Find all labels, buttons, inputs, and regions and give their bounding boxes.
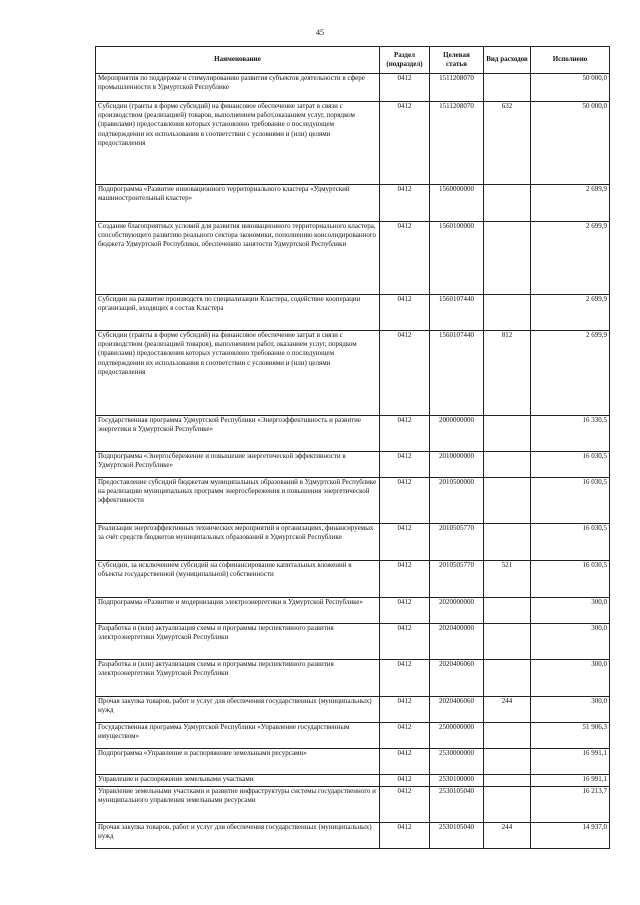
row-section: 0412 [380, 102, 430, 185]
row-type [484, 185, 531, 222]
row-amount: 2 699,9 [531, 295, 610, 331]
row-type [484, 295, 531, 331]
row-name: Прочая закупка товаров, работ и услуг для обеспечения государственных (муниципальных) нужд [96, 697, 380, 723]
row-name: Субсидии, за исключением субсидий на софинансирование капитальных вложений в объекты государственной (муниципальной) собственности [96, 561, 380, 598]
row-amount: 16 030,5 [531, 524, 610, 561]
row-type [484, 624, 531, 660]
table-body [96, 74, 610, 849]
table-row [96, 185, 610, 222]
row-section: 0412 [380, 787, 430, 823]
row-name: Разработка и (или) актуализация схемы и программы перспективного развития электроэнергетики Удмуртской Республики [96, 660, 380, 697]
row-target: 2020000000 [430, 598, 484, 624]
row-section: 0412 [380, 723, 430, 749]
row-amount: 16 030,5 [531, 561, 610, 598]
row-section: 0412 [380, 185, 430, 222]
row-name: Субсидии на развитие производств по специализации Кластера, содействие кооперации организаций, входящих в состав Кластера [96, 295, 380, 331]
row-target: 2010000000 [430, 452, 484, 478]
row-type: 244 [484, 823, 531, 849]
row-name: Прочая закупка товаров, работ и услуг для обеспечения государственных (муниципальных) нужд [96, 823, 380, 849]
row-target: 1560000000 [430, 185, 484, 222]
row-target: 2530000000 [430, 749, 484, 775]
row-section: 0412 [380, 524, 430, 561]
row-type [484, 660, 531, 697]
row-section: 0412 [380, 624, 430, 660]
table-row [96, 775, 610, 787]
header-type: Вид расходов [484, 47, 531, 74]
page-number: 45 [316, 28, 324, 37]
row-amount: 14 937,0 [531, 823, 610, 849]
row-amount: 16 213,7 [531, 787, 610, 823]
row-name: Субсидии (гранты в форме субсидий) на финансовое обеспечение затрат в связи с производством (реализацией) товаров, выполнением работ,оказанием услуг, порядком (правилами) предоставления которых установлено требование о последующем подтверждении их использования в соответствии с условиями и (или) целями предоставления [96, 102, 380, 185]
row-section: 0412 [380, 561, 430, 598]
row-type [484, 775, 531, 787]
row-section: 0412 [380, 74, 430, 102]
row-name: Мероприятия по поддержке и стимулированию развития субъектов деятельности в сфере промышленности в Удмуртской Республике [96, 74, 380, 102]
row-name: Подпрограмма «Энергосбережение и повышение энергетической эффективности в Удмуртской Республике» [96, 452, 380, 478]
row-name: Подпрограмма «Управление и распоряжение земельными ресурсами» [96, 749, 380, 775]
row-type [484, 598, 531, 624]
row-section: 0412 [380, 598, 430, 624]
table-row [96, 660, 610, 697]
row-section: 0412 [380, 478, 430, 524]
row-type [484, 787, 531, 823]
row-target: 2530105040 [430, 823, 484, 849]
row-section: 0412 [380, 295, 430, 331]
row-type [484, 74, 531, 102]
table-row [96, 478, 610, 524]
row-amount: 2 699,9 [531, 222, 610, 295]
row-name: Разработка и (или) актуализация схемы и программы перспективного развития электроэнергетики Удмуртской Республики [96, 624, 380, 660]
row-target: 1560100000 [430, 222, 484, 295]
row-amount: 300,0 [531, 660, 610, 697]
table-row [96, 624, 610, 660]
row-amount: 50 000,0 [531, 74, 610, 102]
row-name: Управление земельными участками и развитие инфраструктуры системы государственного и муниципального управления земельными ресурсами [96, 787, 380, 823]
table-row [96, 524, 610, 561]
row-amount: 300,0 [531, 624, 610, 660]
row-target: 2530100000 [430, 775, 484, 787]
table-row [96, 749, 610, 775]
row-section: 0412 [380, 452, 430, 478]
row-target: 2020400000 [430, 624, 484, 660]
row-name: Подпрограмма «Развитие инновационного территориального кластера «Удмуртский машиностроительный кластер» [96, 185, 380, 222]
table-row [96, 723, 610, 749]
row-amount: 16 030,5 [531, 452, 610, 478]
row-target: 2010505770 [430, 524, 484, 561]
row-target: 1511208070 [430, 102, 484, 185]
row-type: 812 [484, 331, 531, 416]
row-name: Государственная программа Удмуртской Республики «Управление государственным имуществом» [96, 723, 380, 749]
row-type [484, 524, 531, 561]
row-type: 632 [484, 102, 531, 185]
row-type [484, 222, 531, 295]
row-target: 2500000000 [430, 723, 484, 749]
table-row [96, 331, 610, 416]
header-name: Наименование [96, 47, 380, 74]
table-row [96, 222, 610, 295]
row-target: 2530105040 [430, 787, 484, 823]
table-row [96, 697, 610, 723]
row-amount: 16 991,1 [531, 749, 610, 775]
row-type [484, 452, 531, 478]
row-amount: 300,0 [531, 697, 610, 723]
row-type: 521 [484, 561, 531, 598]
row-type [484, 749, 531, 775]
row-type [484, 723, 531, 749]
row-target: 1560107440 [430, 331, 484, 416]
row-type [484, 478, 531, 524]
row-section: 0412 [380, 775, 430, 787]
row-target: 2000000000 [430, 416, 484, 452]
row-section: 0412 [380, 416, 430, 452]
row-target: 2010505770 [430, 561, 484, 598]
budget-table [95, 46, 610, 849]
row-name: Управление и распоряжение земельными участками [96, 775, 380, 787]
row-section: 0412 [380, 660, 430, 697]
row-section: 0412 [380, 749, 430, 775]
row-amount: 50 000,0 [531, 102, 610, 185]
row-section: 0412 [380, 222, 430, 295]
row-target: 1560107440 [430, 295, 484, 331]
header-target: Целевая статья [430, 47, 484, 74]
row-amount: 2 699,9 [531, 185, 610, 222]
row-amount: 16 991,1 [531, 775, 610, 787]
row-type [484, 416, 531, 452]
row-name: Субсидии (гранты в форме субсидий) на финансовое обеспечение затрат в связи с производством (реализацией товаров), выполнением работ, оказанием услуг, порядком (правилами) предоставления которых установлено требование о последующем подтверждении их использования в соответствии с условиями и (или) целями предоставления [96, 331, 380, 416]
row-amount: 300,0 [531, 598, 610, 624]
row-target: 2020406060 [430, 660, 484, 697]
row-name: Предоставление субсидий бюджетам муниципальных образований в Удмуртской Республике на реализацию муниципальных программ энергосбережения и повышения энергетической эффективности [96, 478, 380, 524]
table-row [96, 102, 610, 185]
row-target: 1511208070 [430, 74, 484, 102]
table-row [96, 598, 610, 624]
table-row [96, 74, 610, 102]
row-amount: 16 030,5 [531, 478, 610, 524]
table-row [96, 295, 610, 331]
header-amount: Исполнено [531, 47, 610, 74]
row-target: 2020406060 [430, 697, 484, 723]
row-amount: 16 330,5 [531, 416, 610, 452]
table-row [96, 561, 610, 598]
row-name: Реализация энергоэффективных технических мероприятий в организациях, финансируемых за счёт средств бюджетов муниципальных образований в Удмуртской Республике [96, 524, 380, 561]
row-name: Создание благоприятных условий для развития инновационного территориального кластера, способствующего развитию реального сектора экономики, пополнению консолидированного бюджета Удмуртской Республики, обеспечению занятости Удмуртской Республики [96, 222, 380, 295]
table-row [96, 823, 610, 849]
row-amount: 51 906,3 [531, 723, 610, 749]
table-row [96, 787, 610, 823]
row-target: 2010500000 [430, 478, 484, 524]
header-section: Раздел (подраздел) [380, 47, 430, 74]
table-row [96, 452, 610, 478]
row-section: 0412 [380, 331, 430, 416]
table-header-row [96, 47, 610, 74]
row-section: 0412 [380, 697, 430, 723]
row-name: Государственная программа Удмуртской Республики «Энергоэффективность и развитие энергетики в Удмуртской Республике» [96, 416, 380, 452]
table-row [96, 416, 610, 452]
row-section: 0412 [380, 823, 430, 849]
row-type: 244 [484, 697, 531, 723]
row-name: Подпрограмма «Развитие и модернизация электроэнергетики в Удмуртской Республике» [96, 598, 380, 624]
row-amount: 2 699,9 [531, 331, 610, 416]
